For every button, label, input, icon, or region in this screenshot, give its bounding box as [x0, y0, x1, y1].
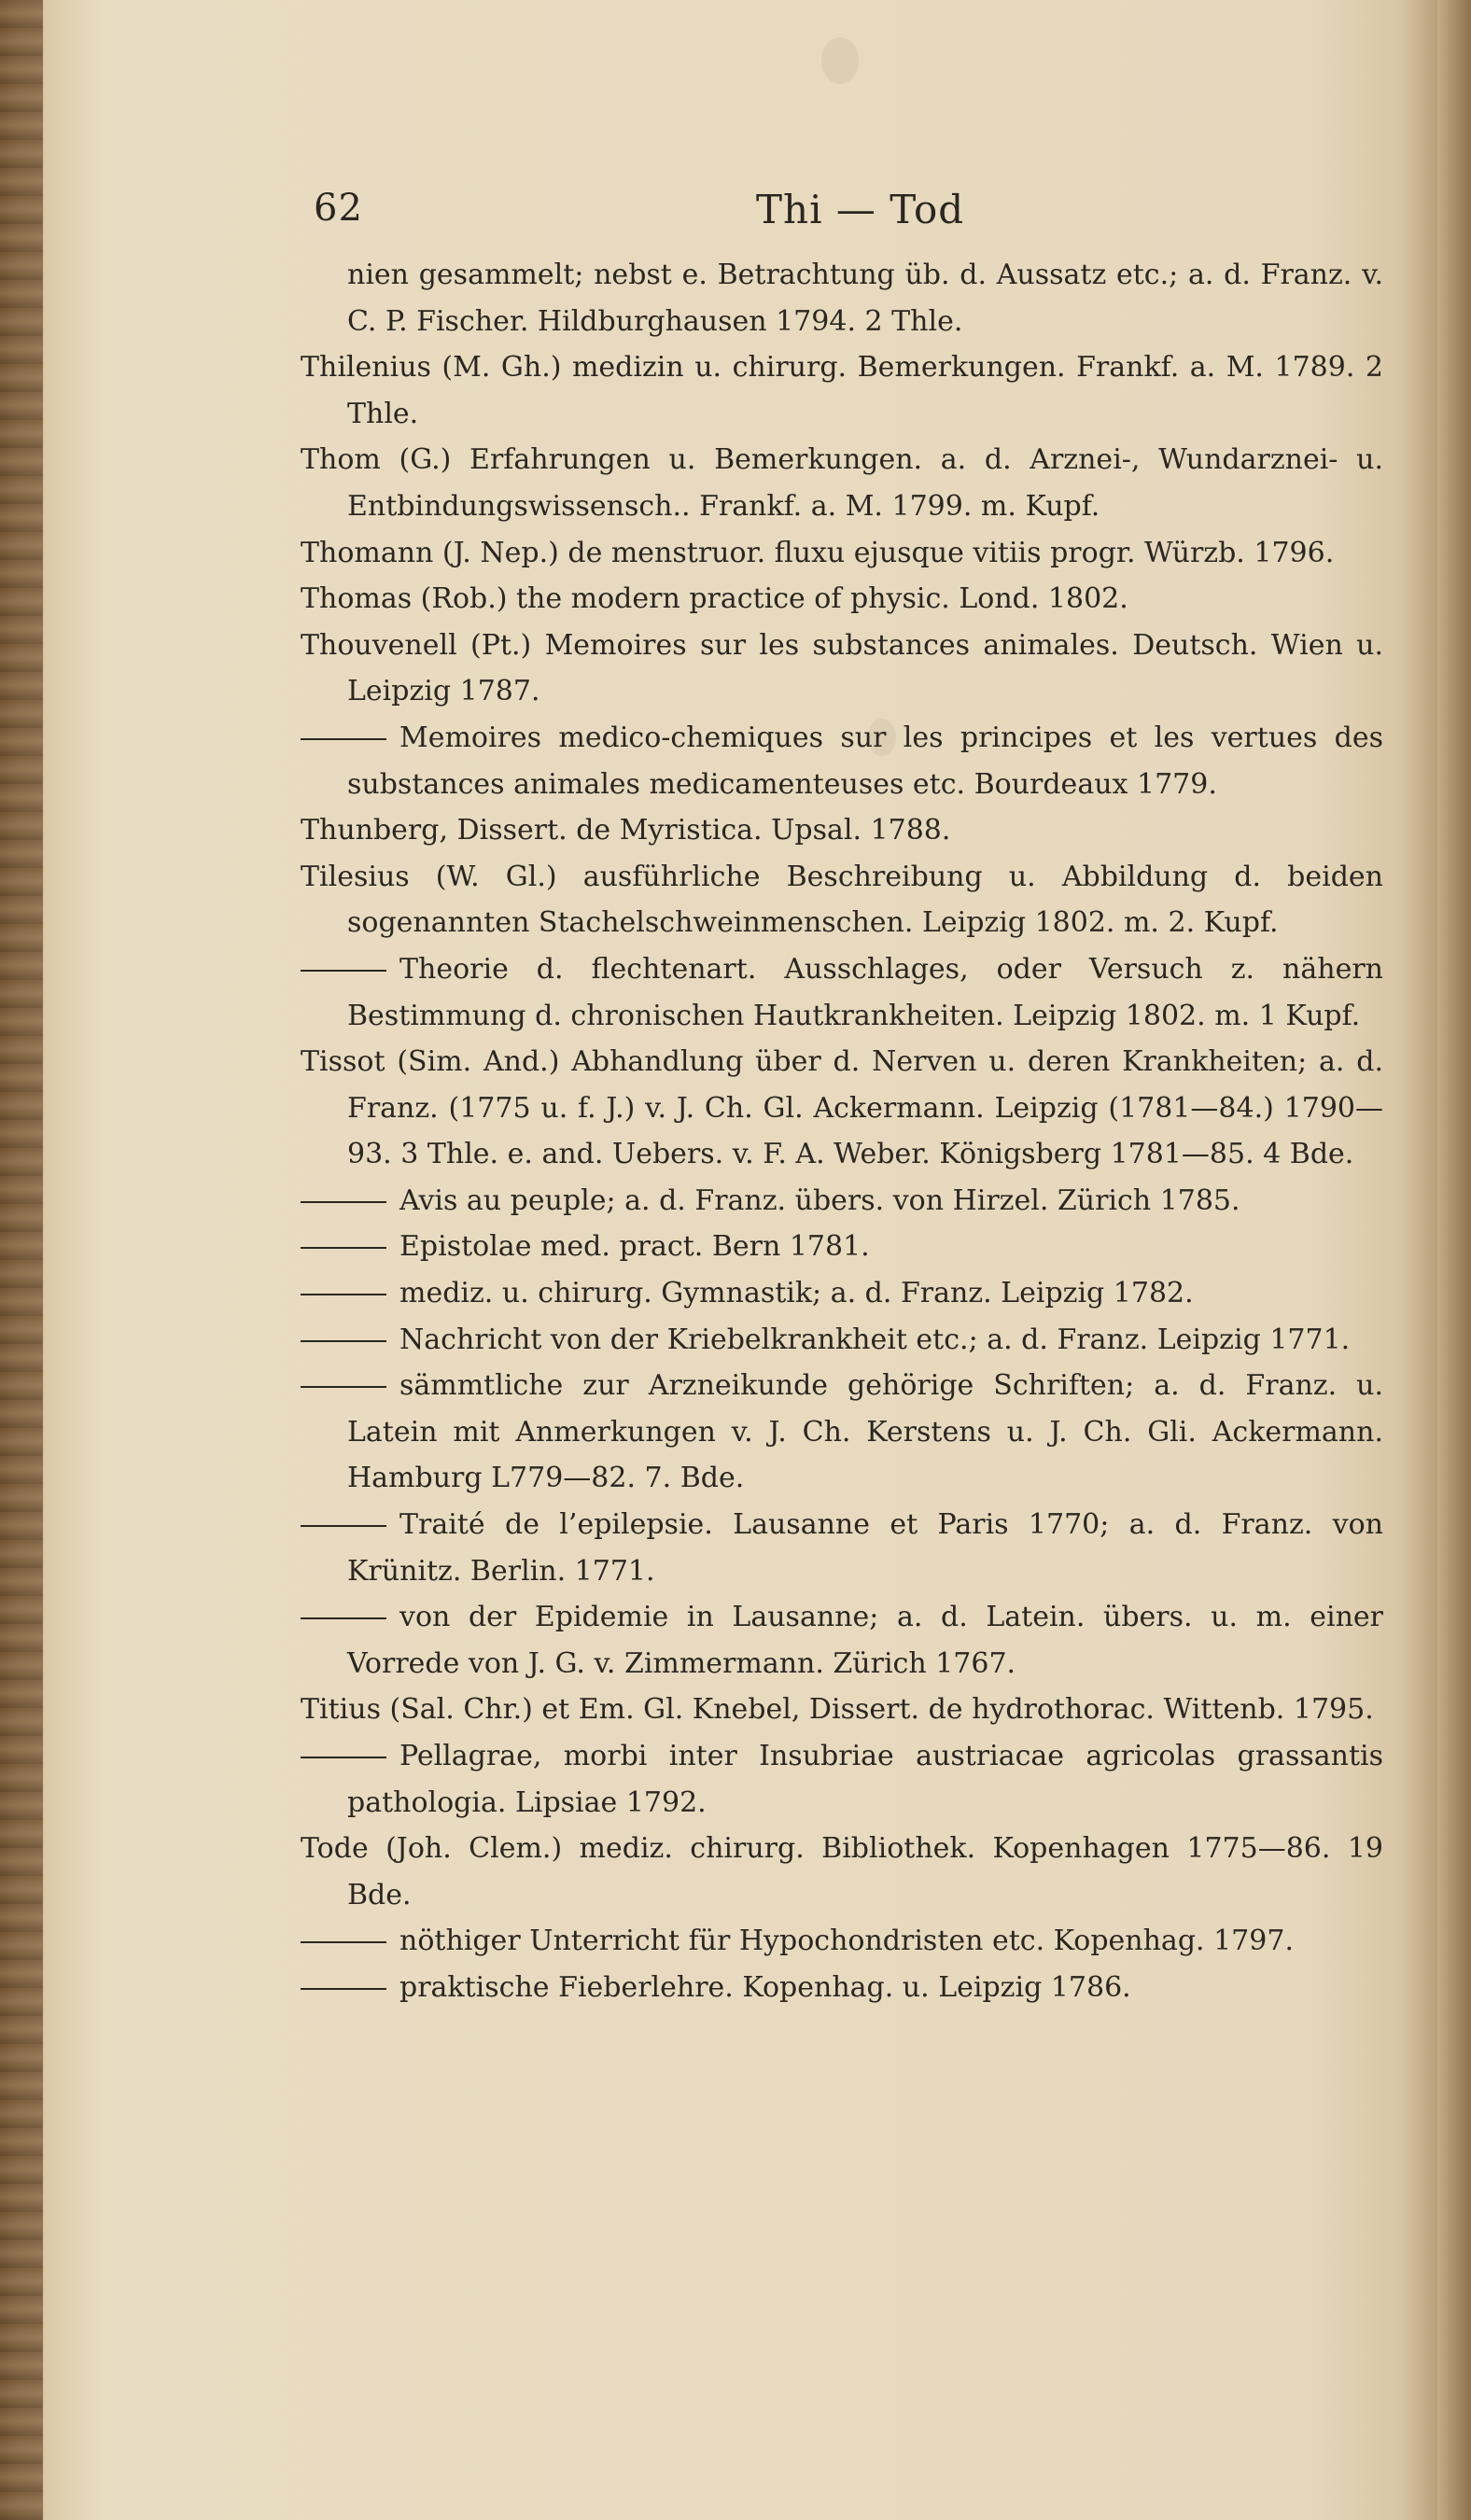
entry-text: Memoires medico-chemiques sur les principes et les vertues des substances animales medicamenteuses etc. Bourdeaux 1779. — [347, 721, 1383, 801]
ditto-dash — [301, 1941, 386, 1943]
ditto-dash — [301, 970, 386, 972]
entry-text: mediz. u. chirurg. Gymnastik; a. d. Franz. Leipzig 1782. — [399, 1277, 1194, 1310]
ditto-dash — [301, 1525, 386, 1527]
bibliography-entry — [301, 1687, 1383, 1733]
page-header — [0, 187, 1471, 243]
entry-text: von der Epidemie in Lausanne; a. d. Latein. übers. u. m. einer Vorrede von J. G. v. Zimmermann. Zürich 1767. — [347, 1601, 1383, 1680]
bibliography-entry — [301, 715, 1383, 807]
bibliography-entry — [301, 1363, 1383, 1502]
bibliography-entry — [301, 1826, 1383, 1918]
entry-text: Nachricht von der Kriebelkrankheit etc.; a. d. Franz. Leipzig 1771. — [399, 1323, 1351, 1356]
bibliography-entry — [301, 252, 1383, 344]
bibliography-entry — [301, 576, 1383, 623]
bibliography-entry — [301, 946, 1383, 1039]
bibliography-entry — [301, 1270, 1383, 1317]
entry-text: sämmtliche zur Arzneikunde gehörige Schriften; a. d. Franz. u. Latein mit Anmerkungen v. J. Ch. Kerstens u. J. Ch. Gli. Ackermann. Hamburg L779—82. 7. Bde. — [347, 1369, 1383, 1495]
entry-text: Tissot (Sim. And.) Abhandlung über d. Nerven u. deren Krankheiten; a. d. Franz. (1775 u. f. J.) v. J. Ch. Gl. Ackermann. Leipzig (1781—84.) 1790—93. 3 Thle. e. and. Uebers. v. F. A. Weber. Königsberg 1781—85. 4 Bde. — [301, 1045, 1383, 1171]
entry-text: Thilenius (M. Gh.) medizin u. chirurg. Bemerkungen. Frankf. a. M. 1789. 2 Thle. — [301, 351, 1383, 430]
entry-text: Tode (Joh. Clem.) mediz. chirurg. Bibliothek. Kopenhagen 1775—86. 19 Bde. — [301, 1832, 1383, 1911]
bibliography-entry — [301, 1502, 1383, 1594]
entry-text: Thom (G.) Erfahrungen u. Bemerkungen. a. d. Arznei-, Wundarznei- u. Entbindungswissensch.. Frankf. a. M. 1799. m. Kupf. — [301, 443, 1383, 523]
bibliography-entry — [301, 344, 1383, 437]
entry-text: Theorie d. flechtenart. Ausschlages, oder Versuch z. nähern Bestimmung d. chronischen Hautkrankheiten. Leipzig 1802. m. 1 Kupf. — [347, 952, 1383, 1032]
entry-text: Thomas (Rob.) the modern practice of physic. Lond. 1802. — [301, 582, 1128, 616]
ditto-dash — [301, 1988, 386, 1990]
bibliography-entry — [301, 1039, 1383, 1178]
bibliography-entry — [301, 1178, 1383, 1225]
bibliography-entry — [301, 854, 1383, 946]
running-head: Thi — Tod — [756, 187, 965, 232]
entry-text: nöthiger Unterricht für Hypochondristen etc. Kopenhag. 1797. — [399, 1925, 1294, 1958]
entry-text: Traité de l’epilepsie. Lausanne et Paris 1770; a. d. Franz. von Krünitz. Berlin. 1771. — [347, 1508, 1383, 1588]
entry-text: Titius (Sal. Chr.) et Em. Gl. Knebel, Dissert. de hydrothorac. Wittenb. 1795. — [301, 1693, 1374, 1727]
bibliography-entry — [301, 437, 1383, 529]
bibliography-entry — [301, 1965, 1383, 2011]
bibliography-entry — [301, 623, 1383, 715]
bibliography-entry — [301, 1317, 1383, 1364]
bibliography-entry — [301, 1733, 1383, 1826]
entry-text: Epistolae med. pract. Bern 1781. — [399, 1230, 870, 1264]
ditto-dash — [301, 1294, 386, 1295]
bibliography-list — [301, 252, 1383, 2011]
entry-text: praktische Fieberlehre. Kopenhag. u. Leipzig 1786. — [399, 1970, 1131, 2004]
entry-text: Thouvenell (Pt.) Memoires sur les substances animales. Deutsch. Wien u. Leipzig 1787. — [301, 628, 1383, 708]
ditto-dash — [301, 1247, 386, 1249]
entry-text: Thomann (J. Nep.) de menstruor. fluxu ejusque vitiis progr. Würzb. 1796. — [301, 536, 1335, 569]
ditto-dash — [301, 1386, 386, 1388]
page-right-edge — [1437, 0, 1471, 2520]
ditto-dash — [301, 738, 386, 740]
ditto-dash — [301, 1617, 386, 1619]
entry-text: Avis au peuple; a. d. Franz. übers. von Hirzel. Zürich 1785. — [399, 1183, 1240, 1217]
bibliography-entry — [301, 1224, 1383, 1270]
paper-stain — [821, 37, 859, 84]
ditto-dash — [301, 1757, 386, 1758]
entry-text: Tilesius (W. Gl.) ausführliche Beschreibung u. Abbildung d. beiden sogenannten Stachelschweinmenschen. Leipzig 1802. m. 2. Kupf. — [301, 860, 1383, 940]
bibliography-entry — [301, 530, 1383, 577]
entry-text: Thunberg, Dissert. de Myristica. Upsal. 1788. — [301, 814, 951, 847]
page-number: 62 — [314, 187, 363, 230]
bibliography-entry — [301, 1594, 1383, 1687]
book-spine-edge — [0, 0, 43, 2520]
entry-text: nien gesammelt; nebst e. Betrachtung üb. d. Aussatz etc.; a. d. Franz. v. C. P. Fischer. Hildburghausen 1794. 2 Thle. — [347, 259, 1383, 338]
ditto-dash — [301, 1201, 386, 1203]
ditto-dash — [301, 1340, 386, 1342]
bibliography-entry — [301, 1918, 1383, 1965]
bibliography-entry — [301, 807, 1383, 854]
entry-text: Pellagrae, morbi inter Insubriae austriacae agricolas grassantis pathologia. Lipsiae 1792. — [347, 1740, 1383, 1819]
